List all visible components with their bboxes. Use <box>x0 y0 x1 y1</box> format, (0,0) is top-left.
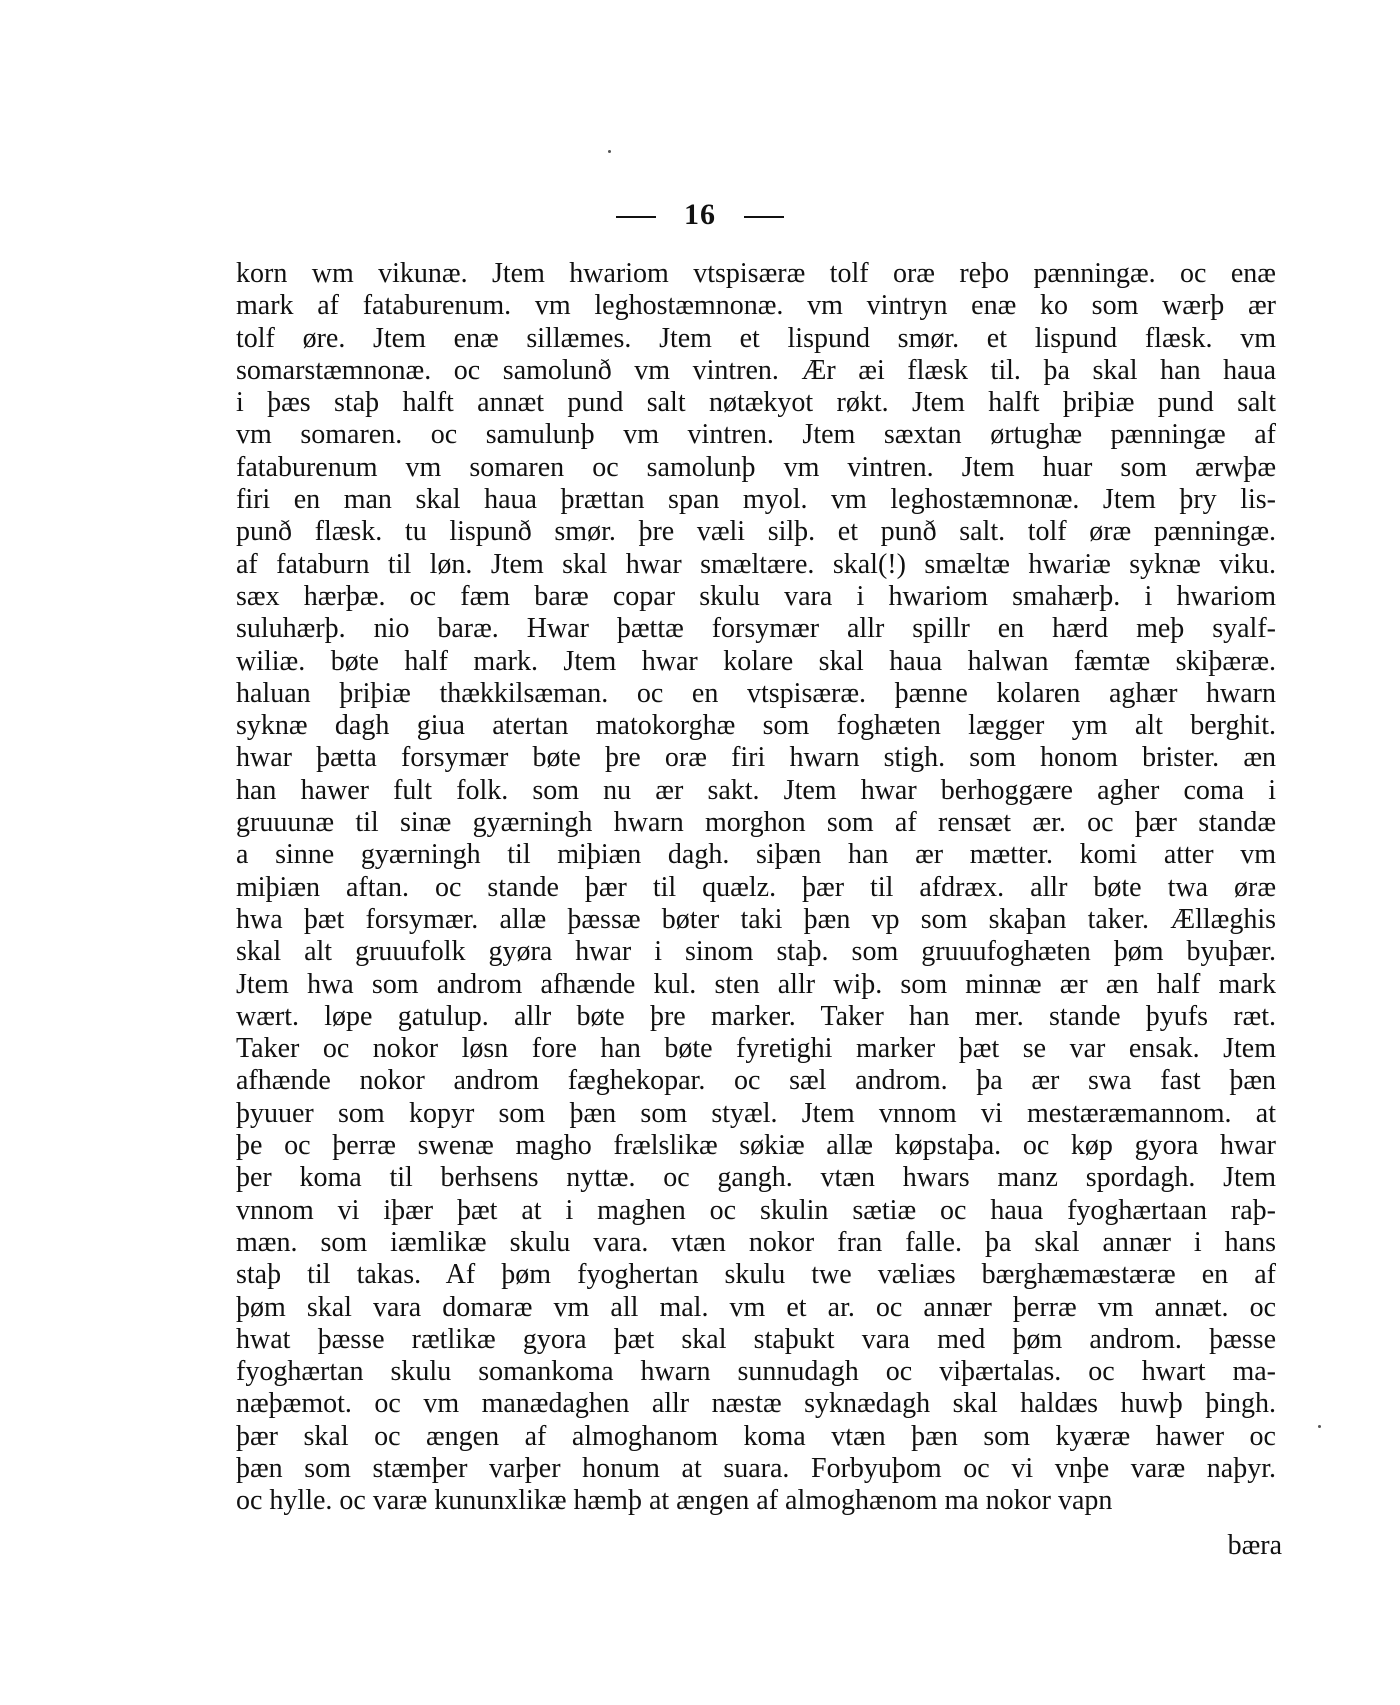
text-line: vm somaren. oc samulunþ vm vintren. Jtem sæxtan ørtughæ pænningæ af <box>236 419 1276 451</box>
text-line: fyoghærtan skulu somankoma hwarn sunnudagh oc viþærtalas. oc hwart ma- <box>236 1356 1276 1388</box>
text-line: han hawer fult folk. som nu ær sakt. Jtem hwar berhoggære agher coma i <box>236 774 1276 806</box>
text-line: miþiæn aftan. oc stande þær til quælz. þær til afdræx. allr bøte twa øræ <box>236 871 1276 903</box>
text-line: hwa þæt forsymær. allæ þæssæ bøter taki þæn vp som skaþan taker. Ællæghis <box>236 903 1276 935</box>
header-dash-left <box>616 216 656 218</box>
text-line: þyuuer som kopyr som þæn som styæl. Jtem vnnom vi mestæræmannom. at <box>236 1097 1276 1129</box>
text-line: vnnom vi iþær þæt at i maghen oc skulin sætiæ oc haua fyoghærtaan raþ- <box>236 1194 1276 1226</box>
ink-speck <box>608 150 611 153</box>
text-line: korn wm vikunæ. Jtem hwariom vtspisæræ tolf oræ reþo pænningæ. oc enæ <box>236 258 1276 289</box>
text-line: þøm skal vara domaræ vm all mal. vm et ar. oc annær þerræ vm annæt. oc <box>236 1291 1276 1323</box>
text-line: Taker oc nokor løsn fore han bøte fyretighi marker þæt se var ensak. Jtem <box>236 1033 1276 1065</box>
page-number: 16 <box>684 198 716 231</box>
text-line: hwat þæsse rætlikæ gyora þæt skal staþukt vara med þøm androm. þæsse <box>236 1323 1276 1355</box>
text-line: mark af fataburenum. vm leghostæmnonæ. vm vintryn enæ ko som wærþ ær <box>236 290 1276 322</box>
text-line: Jtem hwa som androm afhænde kul. sten allr wiþ. som minnæ ær æn half mark <box>236 968 1276 1000</box>
text-line: af fataburn til løn. Jtem skal hwar smæltære. skal(!) smæltæ hwariæ syknæ viku. <box>236 548 1276 580</box>
text-line: þæn som stæmþer varþer honum at suara. Forbyuþom oc vi vnþe varæ naþyr. <box>236 1452 1276 1484</box>
text-line: tolf øre. Jtem enæ sillæmes. Jtem et lispund smør. et lispund flæsk. vm <box>236 322 1276 354</box>
header-dash-right <box>744 216 784 218</box>
text-line: þer koma til berhsens nyttæ. oc gangh. vtæn hwars manz spordagh. Jtem <box>236 1162 1276 1194</box>
text-line: fataburenum vm somaren oc samolunþ vm vintren. Jtem huar som ærwþæ <box>236 451 1276 483</box>
ink-speck <box>1318 1425 1321 1428</box>
text-line: hwar þætta forsymær bøte þre oræ firi hwarn stigh. som honom brister. æn <box>236 742 1276 774</box>
text-line: punð flæsk. tu lispunð smør. þre væli silþ. et punð salt. tolf øræ pænningæ. <box>236 516 1276 548</box>
text-line: oc hylle. oc varæ kununxlikæ hæmþ at ængen af almoghænom ma nokor vapn <box>236 1485 1113 1517</box>
text-line: syknæ dagh giua atertan matokorghæ som foghæten lægger ym alt berghit. <box>236 710 1276 742</box>
text-line: wært. løpe gatulup. allr bøte þre marker. Taker han mer. stande þyufs ræt. <box>236 1000 1276 1032</box>
text-line: gruuunæ til sinæ gyærningh hwarn morghon som af rensæt ær. oc þær standæ <box>236 807 1276 839</box>
text-line: a sinne gyærningh til miþiæn dagh. siþæn han ær mætter. komi atter vm <box>236 839 1276 871</box>
text-line: þær skal oc ængen af almoghanom koma vtæn þæn som kyæræ hawer oc <box>236 1420 1276 1452</box>
text-line: skal alt gruuufolk gyøra hwar i sinom staþ. som gruuufoghæten þøm byuþær. <box>236 936 1276 968</box>
page-header <box>0 198 1400 232</box>
text-line: þe oc þerræ swenæ magho frælslikæ søkiæ allæ køpstaþa. oc køp gyora hwar <box>236 1130 1276 1162</box>
body-text <box>236 258 1276 1518</box>
text-line: suluhærþ. nio baræ. Hwar þættæ forsymær allr spillr en hærd meþ syalf- <box>236 613 1276 645</box>
text-line: afhænde nokor androm fæghekopar. oc sæl androm. þa ær swa fast þæn <box>236 1065 1276 1097</box>
text-line: næþæmot. oc vm manædaghen allr næstæ syknædagh skal haldæs huwþ þingh. <box>236 1388 1276 1420</box>
text-line: i þæs staþ halft annæt pund salt nøtækyot røkt. Jtem halft þriþiæ pund salt <box>236 387 1276 419</box>
text-line: mæn. som iæmlikæ skulu vara. vtæn nokor fran falle. þa skal annær i hans <box>236 1226 1276 1258</box>
catchword: bæra <box>1227 1530 1282 1561</box>
text-line: firi en man skal haua þrættan span myol. vm leghostæmnonæ. Jtem þry lis- <box>236 484 1276 516</box>
text-line: sæx hærþæ. oc fæm baræ copar skulu vara i hwariom smahærþ. i hwariom <box>236 580 1276 612</box>
text-line: haluan þriþiæ thækkilsæman. oc en vtspisæræ. þænne kolaren aghær hwarn <box>236 677 1276 709</box>
text-line: somarstæmnonæ. oc samolunð vm vintren. Ær æi flæsk til. þa skal han haua <box>236 354 1276 386</box>
text-line: wiliæ. bøte half mark. Jtem hwar kolare skal haua halwan fæmtæ skiþæræ. <box>236 645 1276 677</box>
text-line: staþ til takas. Af þøm fyoghertan skulu twe væliæs bærghæmæstæræ en af <box>236 1259 1276 1291</box>
